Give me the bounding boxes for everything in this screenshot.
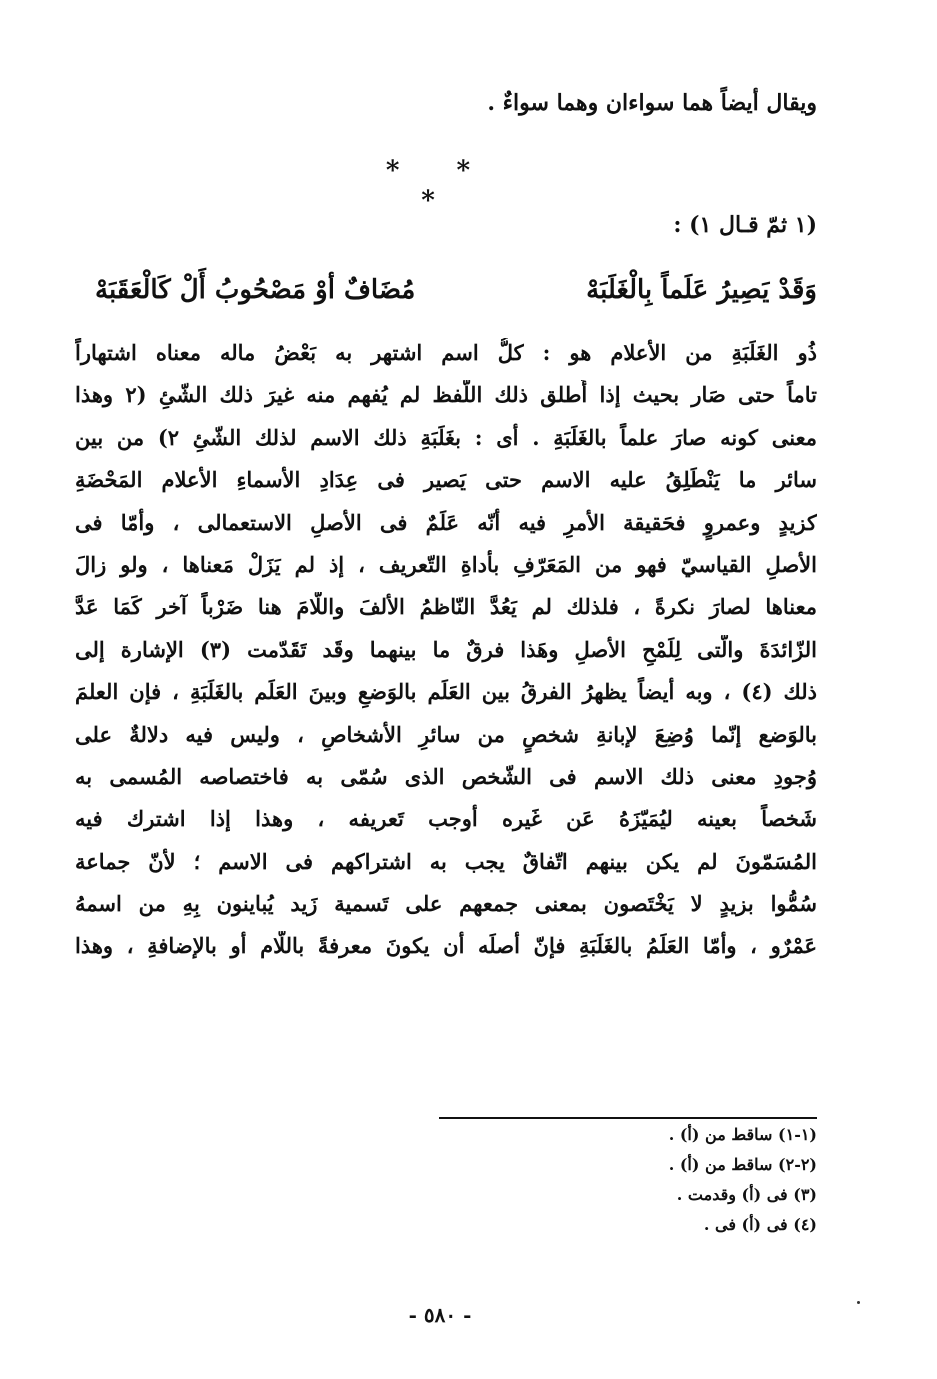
- paragraph-line: كزيدٍ وعمروٍ فحَقيقة الأمرِ فيه أنّه عَلَمٌ فى الأصلِ الاستعمالى ، وأمّا فى: [75, 509, 817, 535]
- commentary-paragraph: [75, 338, 817, 974]
- paragraph-line: بالوَضع إنّما وُضِعَ لإبانةِ شخصٍ من سائرِ الأشخاصِ ، وليس فيه دلالةٌ على: [75, 721, 817, 747]
- verse-line: [95, 272, 817, 308]
- paragraph-line: معنى كونه صارَ علماً بالغَلَبَةِ . أى : بغَلَبَةِ ذلك الاسم لذلك الشّئِ ٢) من بين: [75, 424, 817, 450]
- verse-first-hemistich: وَقَدْ يَصِيرُ عَلَماً بِالْغَلَبَهْ: [586, 275, 817, 305]
- paragraph-line: الزّائدَةَ والّتى لِلَمْحِ الأصلِ وهَذا فرقٌ ما بينهما وقَد تَقَدّمت (٣) الإشارة إلى: [75, 636, 817, 662]
- footnote-divider: [439, 1117, 817, 1119]
- paragraph-line: سُمُّوا بزيدٍ لا يَخْتَصون بمعنى جمعهم على تَسمية زَيد يُباينون بِهِ من اسمهُ: [75, 891, 817, 917]
- scan-speck: [857, 1301, 860, 1304]
- paragraph-line: ذُو الغَلَبَةِ من الأعلام هو : كلُّ اسم اشتهر به بَعْضُ ماله معناه اشتهاراً: [75, 340, 817, 365]
- paragraph-line: ذلك (٤) ، وبه أيضاً يظهرُ الفرقُ بين العَلَم بالوَضعِ وبينَ العَلَم بالغَلَبَةِ ، فإن العلمَ: [75, 679, 817, 705]
- paragraph-line: عَمْرٌو ، وأمّا العَلَمُ بالغَلَبَةِ فإنّ أصلَه أن يكونَ معرفةً باللّام أو بالإضافةِ ، وهذا: [75, 933, 817, 959]
- footnote-4: (٤) فى (أ) فى .: [703, 1215, 817, 1234]
- section-separator: * * *: [385, 156, 495, 216]
- paragraph-line: وُجودِ معنى ذلك الاسم فى الشّخص الذى سُمّى به فاختصاصه المُسمى به: [75, 763, 817, 789]
- page-number: - ٥٨٠ -: [408, 1303, 472, 1327]
- footnote-3: (٣) فى (أ) وقدمت .: [676, 1185, 817, 1204]
- footnote-2: (٢-٢) ساقط من (أ) .: [668, 1155, 817, 1174]
- paragraph-line: شَخصاً بعينه ليُمَيّزَهُ عَن غَيره أوجب تَعريفه ، وهذا إذا اشترك فيه: [75, 806, 817, 832]
- footnotes: [669, 1124, 817, 1244]
- paragraph-line: سائر ما يَنْطَلِقُ عليه الاسم حتى يَصير فى عِدَادِ الأسماءِ الأعلام المَحْضَةِ: [75, 467, 817, 493]
- section-heading: (١ ثمّ قـال ١) :: [673, 212, 817, 238]
- paragraph-line: الأصلِ القياسيّ فهو من المَعَرّفِ بأداةِ التّعريف ، إذ لم يَزَلْ مَعناها ، ولو زالَ: [75, 551, 817, 577]
- intro-line: ويقال أيضاً هما سواءان وهما سواءٌ .: [487, 90, 817, 116]
- footnote-1: (١-١) ساقط من (أ) .: [668, 1125, 817, 1144]
- paragraph-line: المُسَمّونَ لم يكن بينهم اتّفاقٌ يجب به اشتراكهم فى الاسم ؛ لأنّ جماعة: [75, 848, 817, 874]
- verse-second-hemistich: مُضَافٌ أوْ مَصْحُوبُ أَلْ كَالْعَقَبَهْ: [95, 275, 416, 305]
- paragraph-line: تاماً حتى صَار بحيث إذا أُطلق ذلك اللّفظ لم يُفهم منه غيرَ ذلك الشّئِ (٢ وهذا: [75, 382, 817, 408]
- paragraph-line: معناها لصارَ نكرةً ، فلذلك لم يَعُدَّ النّاظمُ الألفَ واللّامَ هنا ضَرْباً آخر كَمَا عَدَّ: [75, 594, 817, 620]
